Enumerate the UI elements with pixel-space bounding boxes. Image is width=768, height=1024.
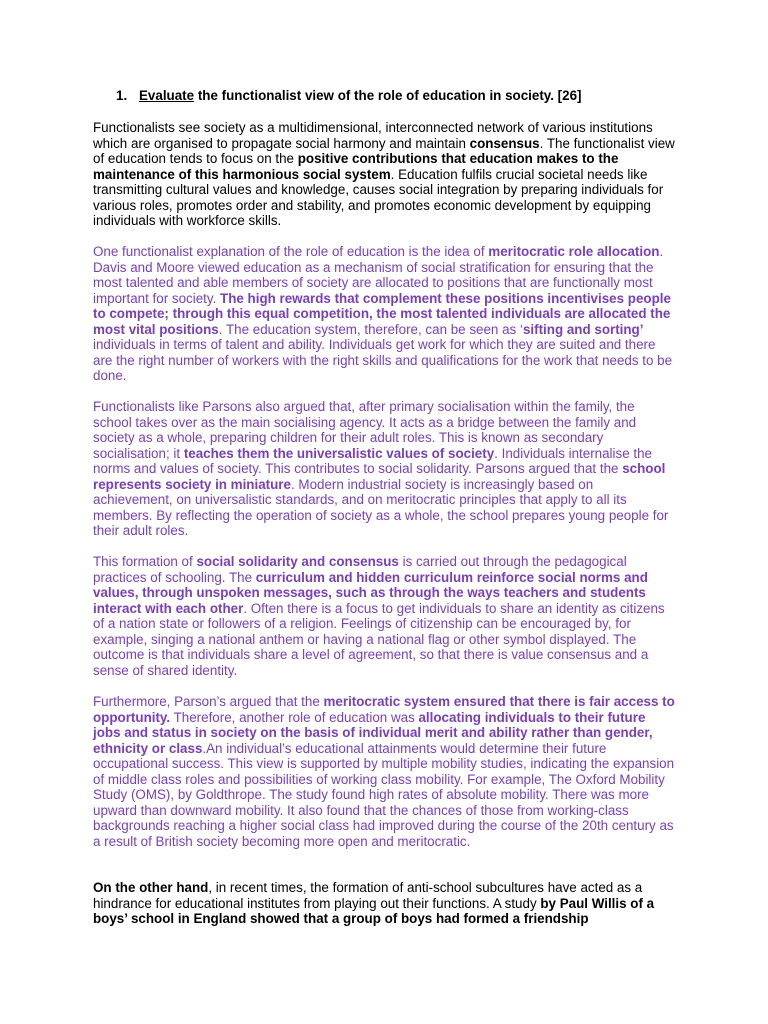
text-run: is carried out through the pedagogical practices of schooling. The: [93, 554, 627, 585]
question-heading: [116, 88, 581, 104]
paragraph-intro: [93, 120, 675, 229]
bold-run: by Paul Willis of a boys’ school in England showed that a group of boys had formed a friendship: [93, 895, 655, 926]
paragraph-fair-access: [93, 694, 675, 849]
bold-run: curriculum and hidden curriculum reinforce social norms and values, through unspoken messages, such as through the ways teachers and students interact with each other: [93, 569, 648, 616]
bold-run: On the other hand: [93, 880, 209, 895]
question-text: the functionalist view of the role of education in society. [26]: [194, 88, 582, 103]
bold-run: sifting and sorting’: [522, 321, 644, 337]
text-run: .An individual’s educational attainments would determine their future occupational success. This view is supported by multiple mobility studies, indicating the expansion of middle class roles and possibilities of working class mobility. For example, The Oxford Mobility Study (OMS), by Goldthrope. The study found high rates of absolute mobility. There was more upward than downward mobility. It also found that the chances of those from working-class backgrounds reaching a higher social class had improved during the course of the 20th century as a result of British society becoming more open and meritocratic.: [93, 740, 675, 849]
paragraph-meritocratic-role-allocation: [93, 244, 675, 384]
text-run: , in recent times, the formation of anti-school subcultures have acted as a hindrance for educational institutes from playing out their functions. A study: [93, 880, 643, 911]
bold-run: social solidarity and consensus: [196, 554, 399, 569]
text-run: . Education fulfils crucial societal needs like transmitting cultural values and knowledge, causes social integration by preparing individuals for various roles, promotes order and stability, and promotes economic development by equipping individuals with workforce skills.: [93, 166, 664, 228]
bold-run: teaches them the universalistic values of society: [183, 445, 495, 461]
text-run: Therefore, another role of education was: [170, 709, 419, 725]
text-run: . The functionalist view of education tends to focus on the: [93, 135, 675, 166]
bold-run: positive contributions that education makes to the maintenance of this harmonious social system: [93, 151, 619, 182]
text-run: Functionalists see society as a multidimensional, interconnected network of various institutions which are organised to propagate social harmony and maintain: [93, 120, 653, 151]
text-run: . Individuals internalise the norms and values of society. This contributes to social solidarity. Parsons argued that the: [93, 445, 652, 476]
paragraph-parsons-socialisation: [93, 399, 675, 539]
bold-run: meritocratic system ensured that there is fair access to opportunity.: [93, 694, 675, 725]
bold-run: meritocratic role allocation: [488, 244, 660, 259]
bold-run: school represents society in miniature: [93, 461, 666, 492]
question-command-word: Evaluate: [139, 88, 195, 103]
text-run: One functionalist explanation of the role of education is the idea of: [93, 244, 489, 259]
paragraph-social-solidarity: [93, 554, 675, 678]
bold-run: allocating individuals to their future jobs and status in society on the basis of individual merit and ability rather than gender, ethnicity or class: [93, 709, 653, 756]
question-number: 1.: [116, 88, 128, 103]
bold-run: consensus: [469, 135, 540, 151]
text-run: individuals in terms of talent and ability. Individuals get work for which they are suited and there are the right number of workers with the right skills and qualifications for the work that needs to be done.: [93, 337, 673, 383]
text-run: . Davis and Moore viewed education as a mechanism of social stratification for ensuring that the most talented and able members of society are allocated to positions that are functionally most important for society.: [93, 244, 664, 306]
bold-run: The high rewards that complement these positions incentivises people to compete; through this equal competition, the most talented individuals are allocated the most vital positions: [93, 290, 671, 337]
text-run: . The education system, therefore, can be seen as ‘: [218, 321, 523, 337]
text-run: Functionalists like Parsons also argued that, after primary socialisation within the family, the school takes over as the main socialising agency. It acts as a bridge between the family and society as a whole, preparing children for their adult roles. This is known as secondary socialisation; it: [93, 399, 637, 461]
text-run: . Modern industrial society is increasingly based on achievement, on universalistic standards, and on meritocratic principles that apply to all its members. By reflecting the operation of society as a whole, the school prepares young people for their adult roles.: [93, 476, 669, 538]
text-run: . Often there is a focus to get individuals to share an identity as citizens of a nation state or followers of a religion. Feelings of citizenship can be encouraged by, for example, singing a national anthem or having a national flag or other symbol displayed. The outcome is that individuals share a level of agreement, so that there is value consensus and a sense of shared identity.: [93, 600, 665, 678]
text-run: Furthermore, Parson’s argued that the: [93, 694, 324, 709]
paragraph-counterargument: [93, 880, 675, 927]
text-run: This formation of: [93, 554, 197, 569]
